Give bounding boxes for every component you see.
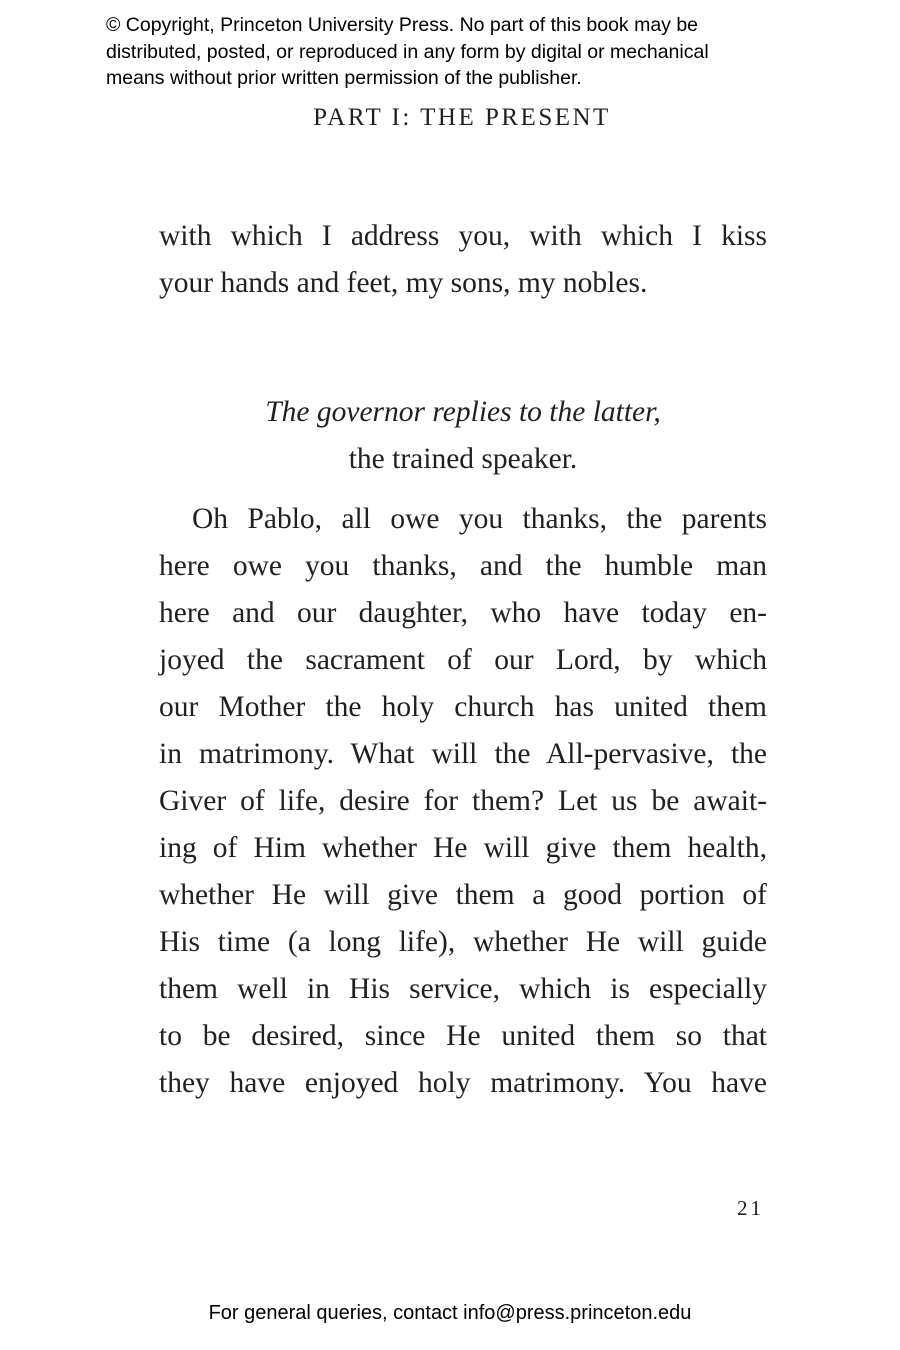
speech-heading-roman: the trained speaker. (348, 443, 578, 475)
copyright-line: © Copyright, Princeton University Press. No part of this book may be (106, 14, 699, 36)
text-line: to be desired, since He united them so that (159, 1020, 767, 1052)
text-line: ing of Him whether He will give them health, (159, 832, 767, 864)
text-line: with which I address you, with which I kiss (159, 220, 767, 252)
text-line: here owe you thanks, and the humble man (159, 550, 767, 582)
text-line: His time (a long life), whether He will guide (159, 926, 767, 958)
copyright-line: means without prior written permission of the publisher. (106, 67, 582, 89)
speech-heading (159, 389, 767, 483)
text-line: in matrimony. What will the All-pervasive, the (159, 738, 767, 770)
text-line: joyed the sacrament of our Lord, by which (159, 644, 767, 676)
text-line: here and our daughter, who have today en- (159, 597, 767, 629)
text-line: your hands and feet, my sons, my nobles. (159, 267, 648, 299)
running-head: PART I: THE PRESENT (313, 104, 611, 131)
text-line: Giver of life, desire for them? Let us be await- (159, 785, 767, 817)
text-line: whether He will give them a good portion of (159, 879, 767, 911)
footer-contact: For general queries, contact info@press.princeton.edu (208, 1302, 692, 1324)
text-line: our Mother the holy church has united them (159, 691, 767, 723)
top-paragraph (159, 213, 767, 307)
page-number: 21 (737, 1196, 764, 1220)
copyright-line: distributed, posted, or reproduced in any form by digital or mechanical (106, 40, 709, 63)
speech-heading-italic: The governor replies to the latter, (265, 396, 661, 428)
text-line: them well in His service, which is especially (159, 973, 767, 1005)
text-line: Oh Pablo, all owe you thanks, the parents (192, 503, 767, 535)
text-line: they have enjoyed holy matrimony. You have (159, 1067, 767, 1099)
copyright-notice (106, 12, 826, 92)
main-paragraph (159, 496, 767, 1107)
